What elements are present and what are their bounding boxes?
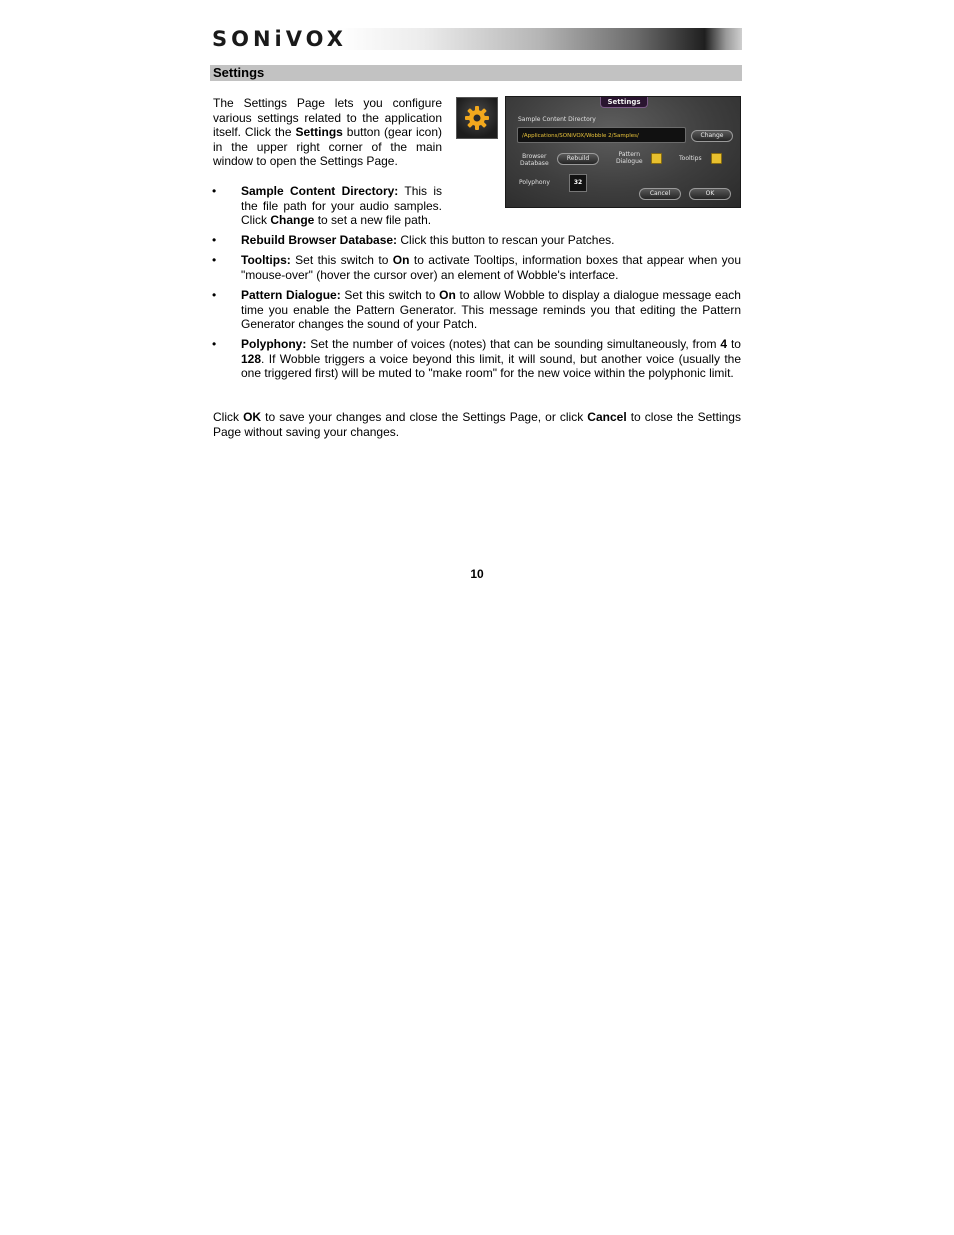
bullet-marker: •: [212, 184, 217, 198]
bullet-keyword: Change: [270, 213, 315, 227]
intro-paragraph: [213, 96, 442, 169]
closing-paragraph: [213, 410, 741, 439]
bullet-term: Pattern Dialogue:: [241, 288, 341, 302]
gear-icon: [463, 104, 491, 132]
change-button: Change: [691, 130, 733, 142]
settings-keyword: Settings: [295, 125, 343, 139]
bullet-polyphony: [241, 337, 741, 381]
screenshot-title: Settings: [600, 97, 648, 108]
bullet-marker: •: [212, 337, 217, 351]
polyphony-label: Polyphony: [519, 179, 550, 186]
sample-dir-label: Sample Content Directory: [518, 116, 596, 123]
bullet-keyword: On: [439, 288, 456, 302]
tooltips-label: Tooltips: [679, 155, 702, 162]
intro-line: The Settings Page lets you configure: [213, 96, 442, 110]
ok-keyword: OK: [243, 410, 262, 424]
database-label: Database: [520, 160, 549, 167]
browser-database-label: [520, 153, 549, 167]
bullet-text: Set this switch to: [344, 288, 436, 302]
browser-label: Browser: [522, 153, 547, 160]
bullet-text: to activate Tooltips, information boxes that appear when you "mouse-over" (hover the cursor over) an element of Wobble's interface.: [241, 253, 741, 282]
sonivox-logo: SONiVOX: [212, 27, 347, 51]
bullet-pattern-dialogue: [241, 288, 741, 332]
intro-line: various settings related to the application: [213, 110, 442, 125]
bullet-text: Set the number of voices (notes) that can be sounding simultaneously, from: [310, 337, 717, 351]
pattern-label: Pattern: [618, 151, 641, 158]
bullet-marker: •: [212, 288, 217, 302]
bullet-marker: •: [212, 253, 217, 267]
intro-line: window to open the Settings Page.: [213, 154, 398, 168]
section-header: [210, 65, 742, 81]
intro-line: itself. Click the: [213, 125, 292, 139]
bullet-marker: •: [212, 233, 217, 247]
pattern-dialogue-label: [616, 151, 643, 165]
bullet-term: Tooltips:: [241, 253, 291, 267]
cancel-button: Cancel: [639, 188, 681, 200]
bullet-tooltips: [241, 253, 741, 282]
closing-text: Click: [213, 410, 239, 424]
intro-line: button (gear: [346, 125, 413, 139]
rebuild-button: Rebuild: [557, 153, 599, 165]
bullet-term: Rebuild Browser Database:: [241, 233, 398, 247]
section-title: Settings: [213, 65, 265, 80]
bullet-text: Click this button to rescan your Patches.: [400, 233, 615, 247]
closing-text: to close the Settings Page without saving your changes.: [213, 410, 741, 439]
ok-button: OK: [689, 188, 731, 200]
bullet-term: Polyphony:: [241, 337, 307, 351]
settings-gear-button: [456, 97, 498, 139]
bullet-text: Set this switch to: [295, 253, 389, 267]
bullet-keyword: On: [392, 253, 410, 267]
bullet-text: to: [730, 337, 741, 351]
closing-text: to save your changes and close the Settings Page, or click: [265, 410, 584, 424]
intro-line: icon) in the upper right corner of the main: [213, 125, 443, 154]
dialogue-label: Dialogue: [616, 158, 643, 165]
bullet-keyword: 4: [720, 337, 728, 351]
pattern-dialogue-toggle: [651, 153, 662, 164]
bullet-keyword: 128: [241, 351, 262, 366]
header-bar: [210, 28, 742, 50]
page-number: 10: [470, 567, 484, 581]
bullet-rebuild-browser-database: [241, 233, 741, 248]
cancel-keyword: Cancel: [587, 410, 627, 424]
settings-screenshot: [505, 96, 741, 208]
bullet-sample-content-directory: [241, 184, 442, 228]
bullet-text: to set a new file path.: [317, 213, 432, 227]
polyphony-value: 32: [569, 174, 587, 192]
sample-dir-path-field: /Applications/SONiVOX/Wobble 2/Samples/: [517, 127, 686, 143]
bullet-text: to allow Wobble to display a dialogue message each time you enable the Pattern Generator. This message reminds you that editing the Pattern Generator changes the sound of your Patch.: [241, 288, 741, 331]
tooltips-toggle: [711, 153, 722, 164]
bullet-text: . If Wobble triggers a voice beyond this limit, it will sound, but another voice (usually the one triggered first) will be muted to "make room" for the new voice within the polyphonic limit.: [241, 351, 741, 380]
bullet-text: This is the file path for your audio samples. Click: [241, 184, 442, 227]
bullet-term: Sample Content Directory:: [241, 184, 399, 198]
